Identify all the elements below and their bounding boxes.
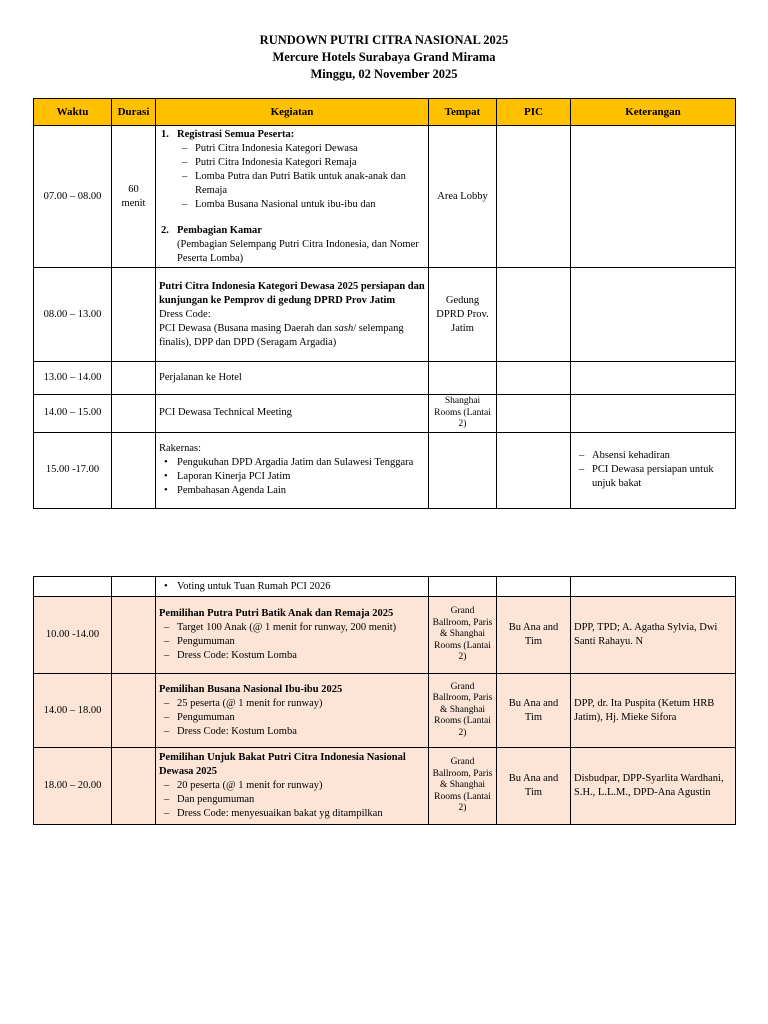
list-item: – Dress Code: Kostum Lomba: [159, 725, 425, 739]
cell-pic: [497, 126, 571, 268]
cell-durasi: [112, 597, 156, 674]
cell-waktu: 07.00 – 08.00: [34, 126, 112, 268]
cell-waktu: [34, 577, 112, 597]
table-row: [34, 268, 736, 362]
list-item: – Dress Code: Kostum Lomba: [159, 649, 425, 663]
table-row: [34, 395, 736, 433]
cell-waktu: 15.00 -17.00: [34, 432, 112, 508]
list-item: – Putri Citra Indonesia Kategori Dewasa: [177, 142, 425, 156]
activity-title: Pemilihan Putra Putri Batik Anak dan Remaja 2025: [159, 608, 394, 619]
cell-tempat: Grand Ballroom, Paris & Shanghai Rooms (Lantai 2): [429, 748, 497, 825]
detail-list: [159, 779, 425, 821]
col-durasi: Durasi: [112, 99, 156, 126]
list-item: – Pengumuman: [159, 711, 425, 725]
list-item: • Voting untuk Tuan Rumah PCI 2026: [159, 580, 425, 594]
cell-waktu: 13.00 – 14.00: [34, 362, 112, 395]
cell-waktu: 14.00 – 15.00: [34, 395, 112, 433]
list-item: – Dan pengumuman: [159, 793, 425, 807]
cell-keterangan: DPP, dr. Ita Puspita (Ketum HRB Jatim), Hj. Mieke Sifora: [571, 674, 736, 748]
col-kegiatan: Kegiatan: [156, 99, 429, 126]
cell-waktu: 10.00 -14.00: [34, 597, 112, 674]
cell-keterangan: [571, 432, 736, 508]
agenda-list: [159, 580, 425, 594]
cell-pic: Bu Ana and Tim: [497, 674, 571, 748]
table-row: [34, 126, 736, 268]
activity-title: Pemilihan Busana Nasional Ibu-ibu 2025: [159, 683, 343, 695]
numbered-item: [159, 224, 425, 238]
cell-durasi: [112, 268, 156, 362]
cell-pic: Bu Ana and Tim: [497, 597, 571, 674]
cell-waktu: 14.00 – 18.00: [34, 674, 112, 748]
dress-code-label: Dress Code:: [159, 308, 211, 320]
agenda-label: Rakernas:: [159, 443, 201, 454]
doc-venue: Mercure Hotels Surabaya Grand Mirama: [272, 50, 496, 64]
cell-kegiatan: [156, 597, 429, 674]
cell-kegiatan: [156, 674, 429, 748]
item-title: Pembagian Kamar: [177, 224, 262, 236]
cell-waktu: 08.00 – 13.00: [34, 268, 112, 362]
item-title: Registrasi Semua Peserta:: [177, 128, 295, 140]
cell-pic: [497, 395, 571, 433]
list-item: – Putri Citra Indonesia Kategori Remaja: [177, 156, 425, 170]
cell-kegiatan: [156, 432, 429, 508]
sub-list: [159, 142, 425, 212]
cell-kegiatan: Perjalanan ke Hotel: [156, 362, 429, 395]
item-note: (Pembagian Selempang Putri Citra Indonesia, dan Nomer Peserta Lomba): [177, 238, 419, 264]
cell-waktu: 18.00 – 20.00: [34, 748, 112, 825]
cell-tempat: Area Lobby: [429, 126, 497, 268]
table-header-row: [34, 99, 736, 126]
detail-list: [159, 697, 425, 739]
notes-list: [574, 449, 732, 491]
cell-tempat: Gedung DPRD Prov. Jatim: [429, 268, 497, 362]
list-item: – Dress Code: menyesuaikan bakat yg ditampilkan: [159, 807, 425, 821]
list-item: – 25 peserta (@ 1 menit for runway): [159, 697, 425, 711]
list-item: • Pembahasan Agenda Lain: [159, 484, 425, 498]
cell-keterangan: [571, 395, 736, 433]
list-item: • Laporan Kinerja PCI Jatim: [159, 470, 425, 484]
cell-durasi: 60 menit: [112, 126, 156, 268]
cell-keterangan: DPP, TPD; A. Agatha Sylvia, Dwi Santi Rahayu. N: [571, 597, 736, 674]
cell-tempat: Shanghai Rooms (Lantai 2): [429, 395, 497, 433]
cell-pic: Bu Ana and Tim: [497, 748, 571, 825]
detail-list: [159, 621, 425, 663]
doc-title: RUNDOWN PUTRI CITRA NASIONAL 2025: [259, 33, 509, 47]
list-item: – 20 peserta (@ 1 menit for runway): [159, 779, 425, 793]
cell-tempat: [429, 577, 497, 597]
col-waktu: Waktu: [34, 99, 112, 126]
rundown-table-1: [33, 98, 736, 509]
cell-pic: [497, 432, 571, 508]
list-item: – Lomba Putra dan Putri Batik untuk anak-anak dan Remaja: [177, 170, 425, 198]
cell-durasi: [112, 432, 156, 508]
cell-keterangan: [571, 577, 736, 597]
cell-kegiatan: [156, 126, 429, 268]
col-pic: PIC: [497, 99, 571, 126]
table-row: [34, 597, 736, 674]
cell-pic: [497, 268, 571, 362]
agenda-list: [159, 456, 425, 498]
item-number: 1.: [161, 128, 169, 140]
list-item: – Pengumuman: [159, 635, 425, 649]
cell-durasi: [112, 674, 156, 748]
cell-kegiatan: PCI Dewasa Technical Meeting: [156, 395, 429, 433]
table-row: [34, 577, 736, 597]
cell-kegiatan: [156, 268, 429, 362]
cell-durasi: [112, 395, 156, 433]
cell-keterangan: [571, 268, 736, 362]
cell-tempat: Grand Ballroom, Paris & Shanghai Rooms (Lantai 2): [429, 597, 497, 674]
table-row: [34, 748, 736, 825]
cell-keterangan: [571, 362, 736, 395]
list-item: – Absensi kehadiran: [574, 449, 732, 463]
cell-pic: [497, 362, 571, 395]
cell-kegiatan: [156, 748, 429, 825]
list-item: – Lomba Busana Nasional untuk ibu-ibu dan: [177, 198, 425, 212]
rundown-table-2: [33, 576, 736, 825]
cell-durasi: [112, 577, 156, 597]
numbered-item: [159, 128, 425, 142]
table-row: [34, 362, 736, 395]
activity-title: Pemilihan Unjuk Bakat Putri Citra Indonesia Nasional Dewasa 2025: [159, 752, 406, 777]
doc-date: Minggu, 02 November 2025: [310, 67, 458, 81]
cell-tempat: [429, 362, 497, 395]
activity-title: Putri Citra Indonesia Kategori Dewasa 2025 persiapan dan kunjungan ke Pemprov di gedung DPRD Prov Jatim: [159, 280, 425, 306]
col-tempat: Tempat: [429, 99, 497, 126]
cell-keterangan: [571, 126, 736, 268]
list-item: – PCI Dewasa persiapan untuk unjuk bakat: [574, 463, 732, 491]
table-row: [34, 432, 736, 508]
item-number: 2.: [161, 224, 169, 236]
table-row: [34, 674, 736, 748]
dress-code-text: PCI Dewasa (Busana masing Daerah dan sash/ selempang finalis), DPP dan DPD (Seragam Argadia): [159, 322, 404, 348]
cell-durasi: [112, 748, 156, 825]
list-item: • Pengukuhan DPD Argadia Jatim dan Sulawesi Tenggara: [159, 456, 425, 470]
cell-tempat: [429, 432, 497, 508]
cell-kegiatan: [156, 577, 429, 597]
cell-pic: [497, 577, 571, 597]
cell-durasi: [112, 362, 156, 395]
cell-tempat: Grand Ballroom, Paris & Shanghai Rooms (Lantai 2): [429, 674, 497, 748]
cell-keterangan: Disbudpar, DPP-Syarlita Wardhani, S.H., L.L.M., DPD-Ana Agustin: [571, 748, 736, 825]
col-keterangan: Keterangan: [571, 99, 736, 126]
list-item: – Target 100 Anak (@ 1 menit for runway, 200 menit): [159, 621, 425, 635]
